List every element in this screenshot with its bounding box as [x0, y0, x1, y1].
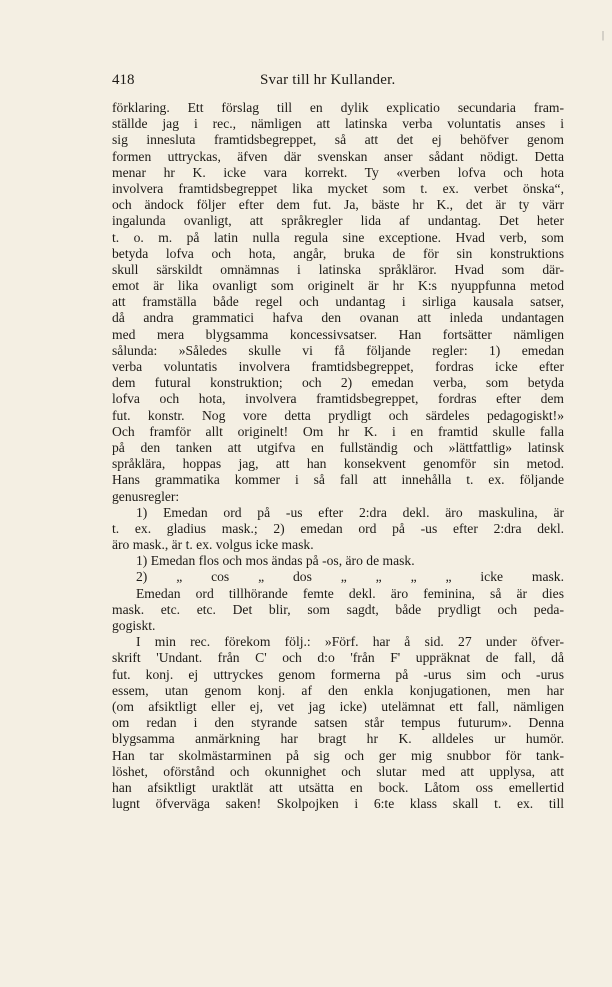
text-line: lofva och hota, involvera framtidsbegreppet, fordras efter dem — [112, 391, 564, 407]
text-line: då andra grammatici hafva den ovanan att inleda undantagen — [112, 310, 564, 326]
text-line: lugnt öfverväga saken! Skolpojken i 6:te klass skall t. ex. till — [112, 796, 564, 812]
text-line: äro mask., är t. ex. volgus icke mask. — [112, 537, 314, 553]
body-text — [112, 100, 564, 812]
text-line: Emedan ord tillhörande femte dekl. äro feminina, så är dies — [136, 585, 564, 601]
text-line: fut. konj. ej uttryckes genom formerna på -urus sim och -urus — [112, 666, 564, 682]
text-line: essem, utan genom konj. af den enkla konjugationen, men har — [112, 682, 564, 698]
text-line: och ändock följer efter dem fut. Ja, bäste hr K., det är ty värr — [112, 197, 564, 213]
text-line: på den tanken att utgifva en fullständig och »lättfattlig» latinsk — [112, 439, 564, 455]
text-line: ingalunda ovanligt, att språkregler lida af undantag. Det heter — [112, 213, 564, 229]
text-line: förklaring. Ett förslag till en dylik explicatio secundaria fram- — [112, 100, 564, 115]
margin-mark: | — [602, 30, 605, 41]
text-line: med mera blygsamma koncessivsatser. Han fortsätter nämligen — [112, 326, 564, 342]
text-line: betyda lofva och hota, angår, bruka de för sin konstruktions — [112, 245, 564, 261]
page-header — [112, 72, 564, 94]
text-line: ställde jag i rec., nämligen att latinska verba voluntatis anses i — [112, 116, 564, 132]
text-line: involvera framtidsbegreppet lika mycket som t. ex. verbet önska“, — [112, 180, 564, 196]
text-line: sålunda: »Således skulle vi få följande regler: 1) emedan — [112, 342, 564, 358]
text-line: mask. etc. etc. Det blir, som sagdt, både prydligt och peda- — [112, 601, 564, 617]
text-line: att framställa både regel och undantag i sirliga kausala satser, — [112, 294, 564, 310]
text-line: verba voluntatis involvera framtidsbegreppet, fordras icke efter — [112, 359, 564, 374]
text-line: språklära, hoppas jag, att han konsekvent genomför sin metod. — [112, 456, 564, 472]
page-number: 418 — [112, 72, 135, 88]
running-title: Svar till hr Kullander. — [260, 72, 396, 88]
text-line: fut. konstr. Nog vore detta prydligt och särdeles pedagogiskt!» — [112, 407, 564, 423]
text-line: 1) Emedan ord på -us efter 2:dra dekl. äro maskulina, är — [136, 504, 564, 520]
text-line: formen uttryckas, äfven där svenskan anser sådant nödigt. Detta — [112, 148, 564, 164]
text-line: blygsamma anmärkning har bragt hr K. alldeles ur humör. — [112, 731, 564, 747]
text-line: menar hr K. icke vara korrekt. Ty «verben lofva och hota — [112, 164, 564, 180]
text-line: sig inneslutа framtidsbegreppet, så att det ej behöfver genom — [112, 132, 564, 148]
text-line: dem futural konstruktion; och 2) emedan verba, som betyda — [112, 375, 564, 391]
text-line: Han tar skolmästarminen på sig och ger mig snubbor för tank- — [112, 747, 564, 763]
text-line: gogiskt. — [112, 618, 156, 633]
text-line: (om afsiktligt eller ej, vet jag icke) utelämnat ett fall, nämligen — [112, 698, 564, 714]
text-line: I min rec. förekom följ.: »Förf. har å sid. 27 under öfver- — [136, 634, 564, 650]
text-line: skrift 'Undant. från C' och d:o 'från F' uppräknat de fall, då — [112, 650, 564, 666]
text-line: löshet, oförstånd och okunnighet och slutar med att upplysa, att — [112, 763, 564, 779]
text-line: Hans grammatika kommer i så fall att innehålla t. ex. följande — [112, 472, 564, 488]
text-line: t. ex. gladius mask.; 2) emedan ord på -us efter 2:dra dekl. — [112, 520, 564, 536]
text-line: emot är lika ovanligt som originelt är hr K:s nyuppfunna metod — [112, 278, 564, 294]
text-line: skull särskildt omnämnas i latinska språkläror. Hvad som där- — [112, 261, 564, 277]
text-line: Och framför allt originelt! Om hr K. i en framtid skulle falla — [112, 423, 564, 439]
text-line: om redan i den styrande satsen står tempus futurum». Denna — [112, 715, 564, 731]
text-line: 2) „ cos „ dos „ „ „ „ icke mask. — [136, 569, 564, 585]
text-line: han afsiktligt uraktlät att utsätta en bock. Låtom oss emellertid — [112, 779, 564, 795]
text-line: t. o. m. på latin nulla regula sine exceptione. Hvad verb, som — [112, 229, 564, 245]
text-line: 1) Emedan flos och mos ändas på -os, äro de mask. — [136, 553, 415, 569]
text-line: genusregler: — [112, 488, 180, 504]
